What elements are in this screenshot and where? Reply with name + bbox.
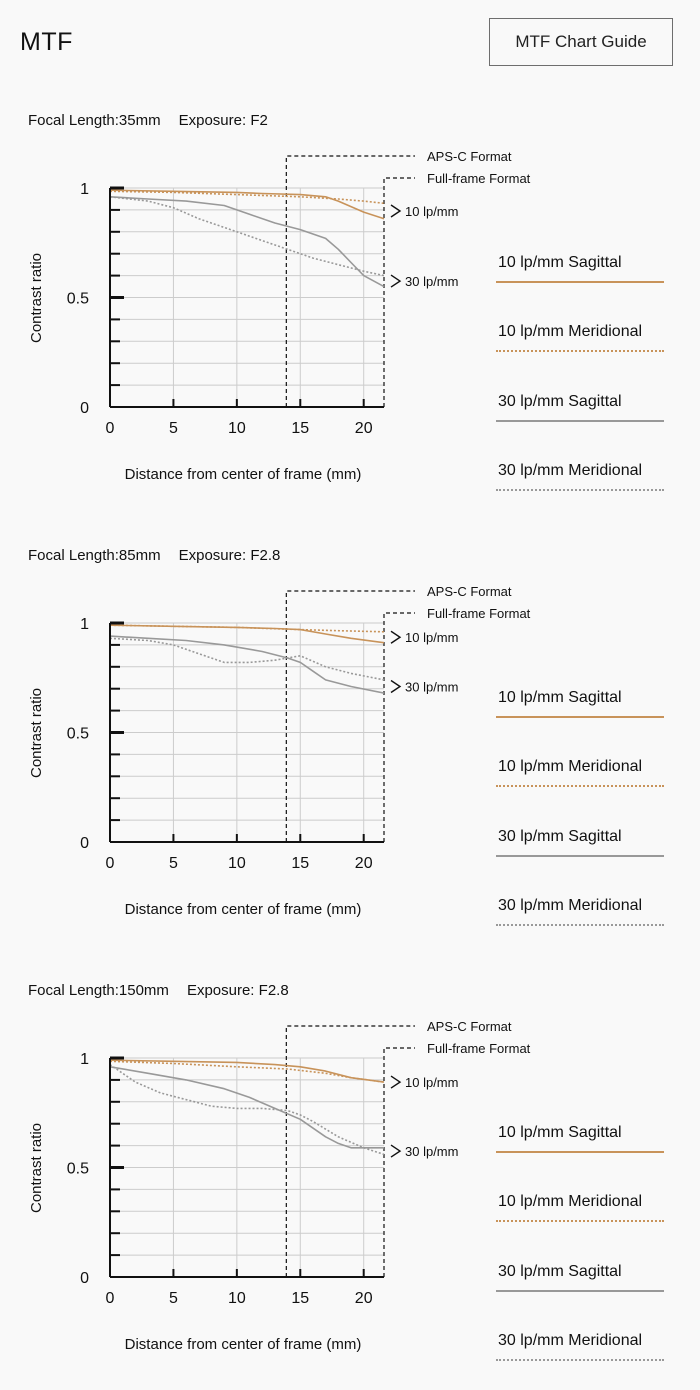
x-tick-label: 5 [168, 420, 178, 437]
legend-label: 10 lp/mm Meridional [498, 758, 643, 775]
mtf-plot [0, 100, 700, 520]
callout-chevron-30lp-icon [391, 681, 400, 693]
fullframe-format-label: Full-frame Format [427, 171, 531, 186]
focal-length-label: Focal Length: [28, 112, 119, 129]
series-30lp-meridional [110, 1065, 384, 1155]
callout-label-30lp: 30 lp/mm [405, 679, 459, 695]
legend-label: 30 lp/mm Meridional [498, 1332, 643, 1349]
legend-item-m30 [496, 897, 664, 927]
x-tick-label: 5 [168, 1290, 178, 1307]
legend-swatch [496, 855, 664, 857]
fullframe-format-label: Full-frame Format [427, 606, 531, 621]
legend-label: 30 lp/mm Sagittal [498, 393, 622, 410]
mtf-chart-35mm [0, 100, 700, 520]
y-tick-label: 0 [80, 400, 89, 417]
callout-chevron-10lp-icon [391, 205, 400, 217]
series-30lp-meridional [110, 197, 384, 276]
y-tick-label: 1 [80, 616, 89, 633]
mtf-plot [0, 535, 700, 955]
focal-length-value: 150mm [118, 982, 169, 999]
y-tick-label: 1 [80, 1051, 89, 1068]
focal-length-label: Focal Length: [28, 982, 119, 999]
legend-label: 10 lp/mm Sagittal [498, 254, 622, 271]
y-tick-label: 0.5 [66, 1160, 89, 1178]
legend-label: 30 lp/mm Sagittal [498, 828, 622, 845]
x-tick-label: 10 [227, 420, 246, 437]
exposure-value: F2.8 [258, 982, 289, 999]
legend-swatch [496, 924, 664, 926]
legend-item-s30 [496, 828, 664, 858]
page-title: MTF [20, 28, 73, 56]
y-tick-label: 1 [80, 181, 89, 198]
y-tick-label: 0 [80, 835, 89, 852]
y-tick-label: 0 [80, 1270, 89, 1287]
y-axis-title: Contrast ratio [28, 687, 45, 779]
apsc-format-guide [286, 591, 415, 842]
focal-length-value: 35mm [118, 112, 161, 129]
focal-length-value: 85mm [118, 547, 161, 564]
legend-swatch [496, 489, 664, 491]
x-tick-label: 20 [354, 420, 373, 437]
fullframe-format-guide [384, 613, 415, 842]
legend-label: 10 lp/mm Meridional [498, 1193, 643, 1210]
y-tick-label: 0.5 [66, 290, 89, 308]
apsc-format-label: APS-C Format [427, 584, 512, 599]
legend-swatch [496, 785, 664, 787]
legend-item-m30 [496, 462, 664, 492]
fullframe-format-label: Full-frame Format [427, 1041, 531, 1056]
callout-label-10lp: 10 lp/mm [405, 630, 459, 646]
apsc-format-label: APS-C Format [427, 149, 512, 164]
callout-label-10lp: 10 lp/mm [405, 1075, 459, 1091]
callout-label-30lp: 30 lp/mm [405, 274, 459, 290]
legend-swatch [496, 281, 664, 283]
x-tick-label: 5 [168, 855, 178, 872]
x-tick-label: 0 [105, 1290, 115, 1307]
series-10lp-meridional [110, 1061, 384, 1082]
callout-chevron-30lp-icon [391, 1145, 400, 1157]
legend-item-s30 [496, 1263, 664, 1293]
y-tick-label: 0.5 [66, 725, 89, 743]
apsc-format-guide [286, 156, 415, 407]
legend-item-m10 [496, 1193, 664, 1223]
legend-swatch [496, 1359, 664, 1361]
exposure-label: Exposure: [186, 982, 255, 999]
x-axis-title: Distance from center of frame (mm) [124, 466, 362, 483]
legend-label: 30 lp/mm Meridional [498, 897, 643, 914]
legend-swatch [496, 1220, 664, 1222]
series-10lp-meridional [110, 625, 384, 632]
legend-item-s10 [496, 254, 664, 284]
legend-item-s10 [496, 1124, 664, 1154]
x-tick-label: 20 [354, 1290, 373, 1307]
x-tick-label: 0 [105, 420, 115, 437]
x-tick-label: 15 [291, 1290, 310, 1307]
callout-label-30lp: 30 lp/mm [405, 1144, 459, 1160]
legend-swatch [496, 716, 664, 718]
legend-swatch [496, 420, 664, 422]
legend-label: 30 lp/mm Sagittal [498, 1263, 622, 1280]
mtf-chart-85mm [0, 535, 700, 955]
x-tick-label: 10 [227, 1290, 246, 1307]
x-axis-title: Distance from center of frame (mm) [124, 1336, 362, 1353]
mtf-plot [0, 970, 700, 1390]
x-tick-label: 10 [227, 855, 246, 872]
legend-swatch [496, 1151, 664, 1153]
legend-item-m10 [496, 323, 664, 353]
x-tick-label: 0 [105, 855, 115, 872]
legend-label: 30 lp/mm Meridional [498, 462, 643, 479]
y-axis-title: Contrast ratio [28, 252, 45, 344]
exposure-label: Exposure: [178, 547, 247, 564]
exposure-label: Exposure: [178, 112, 247, 129]
exposure-value: F2.8 [250, 547, 281, 564]
callout-chevron-10lp-icon [391, 631, 400, 643]
callout-chevron-30lp-icon [391, 275, 400, 287]
legend-item-m10 [496, 758, 664, 788]
legend-swatch [496, 350, 664, 352]
callout-label-10lp: 10 lp/mm [405, 203, 459, 219]
legend-item-m30 [496, 1332, 664, 1362]
legend-item-s30 [496, 393, 664, 423]
callout-chevron-10lp-icon [391, 1076, 400, 1088]
x-tick-label: 15 [291, 420, 310, 437]
apsc-format-label: APS-C Format [427, 1019, 512, 1034]
exposure-value: F2 [250, 112, 268, 129]
mtf-chart-guide-button[interactable]: MTF Chart Guide [489, 18, 673, 66]
x-axis-title: Distance from center of frame (mm) [124, 901, 362, 918]
legend-label: 10 lp/mm Meridional [498, 323, 643, 340]
series-30lp-sagittal [110, 1067, 384, 1148]
x-tick-label: 20 [354, 855, 373, 872]
legend-label: 10 lp/mm Sagittal [498, 689, 622, 706]
legend-label: 10 lp/mm Sagittal [498, 1124, 622, 1141]
mtf-chart-150mm [0, 970, 700, 1390]
legend-item-s10 [496, 689, 664, 719]
y-axis-title: Contrast ratio [28, 1122, 45, 1214]
x-tick-label: 15 [291, 855, 310, 872]
focal-length-label: Focal Length: [28, 547, 119, 564]
apsc-format-guide [286, 1026, 415, 1277]
legend-swatch [496, 1290, 664, 1292]
